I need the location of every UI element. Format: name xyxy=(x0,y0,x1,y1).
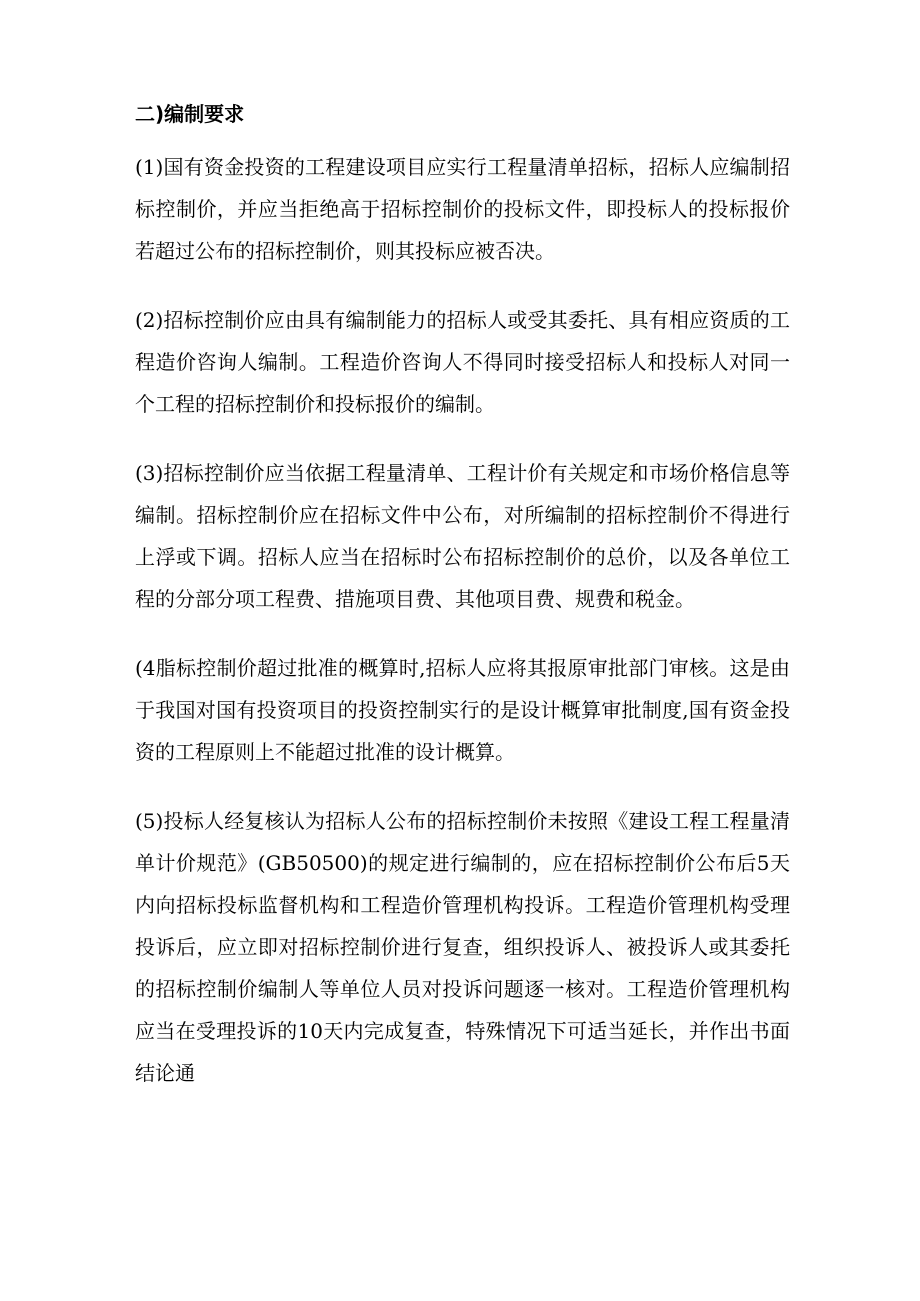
section-heading: 二)编制要求 xyxy=(135,102,245,126)
paragraph-2: (2)招标控制价应由具有编制能力的招标人或受其委托、具有相应资质的工程造价咨询人编制。工程造价咨询人不得同时接受招标人和投标人对同一个工程的招标控制价和投标报价的编制。 xyxy=(135,308,790,416)
paragraph-4: (4脂标控制价超过批准的概算时,招标人应将其报原审批部门审核。这是由于我国对国有投资项目的投资控制实行的是设计概算审批制度,国有资金投资的工程原则上不能超过批准的设计概算。 xyxy=(135,656,790,764)
paragraph-1: (1)国有资金投资的工程建设项目应实行工程量清单招标，招标人应编制招标控制价，并应当拒绝高于招标控制价的投标文件，即投标人的投标报价若超过公布的招标控制价，则其投标应被否决。 xyxy=(135,155,790,263)
paragraph-3: (3)招标控制价应当依据工程量清单、工程计价有关规定和市场价格信息等编制。招标控制价应在招标文件中公布，对所编制的招标控制价不得进行上浮或下调。招标人应当在招标时公布招标控制价的总价，以及各单位工程的分部分项工程费、措施项目费、其他项目费、规费和税金。 xyxy=(135,461,790,611)
document-page xyxy=(135,92,790,1121)
paragraph-5: (5)投标人经复核认为招标人公布的招标控制价未按照《建设工程工程量清单计价规范》(GB50500)的规定进行编制的，应在招标控制价公布后5天内向招标投标监督机构和工程造价管理机构投诉。工程造价管理机构受理投诉后，应立即对招标控制价进行复查，组织投诉人、被投诉人或其委托的招标控制价编制人等单位人员对投诉问题逐一核对。工程造价管理机构应当在受理投诉的10天内完成复查，特殊情况下可适当延长，并作出书面结论通 xyxy=(135,809,790,1085)
